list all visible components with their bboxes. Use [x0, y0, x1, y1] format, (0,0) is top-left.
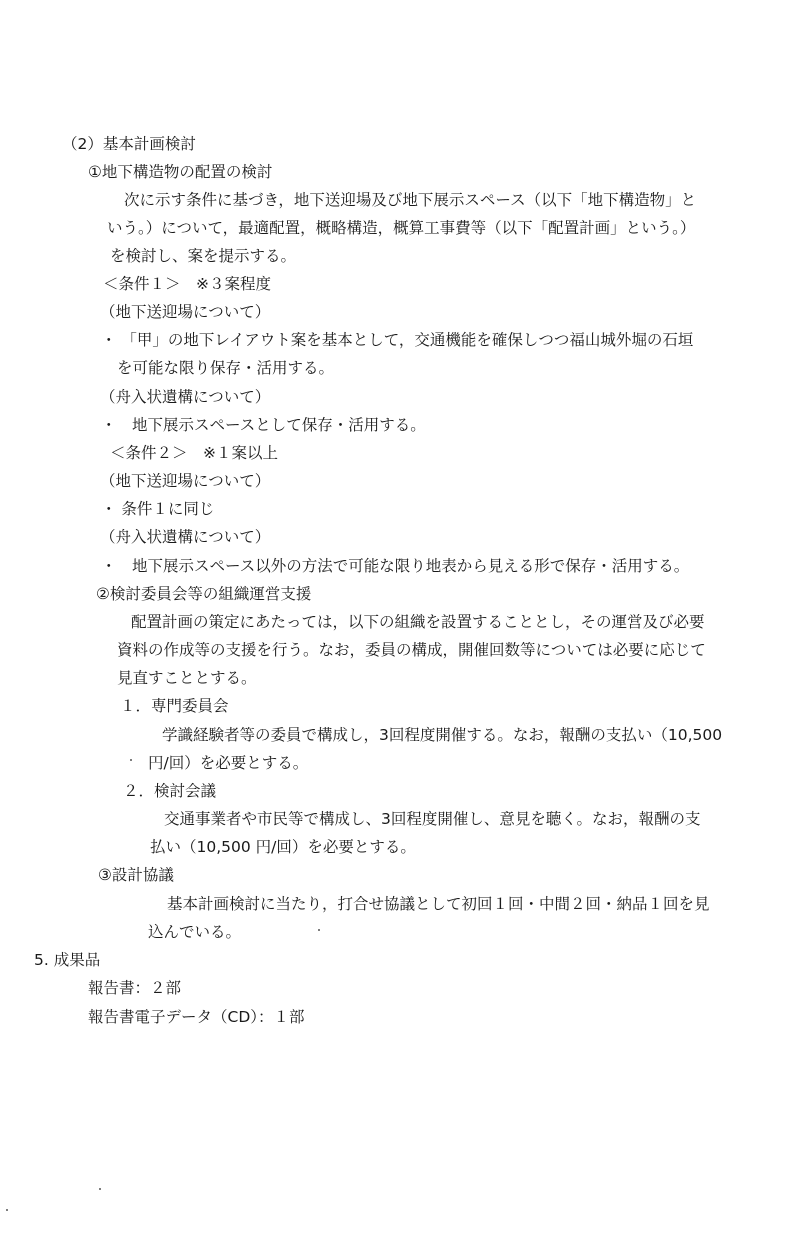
section-heading: （2）基本計画検討 [62, 135, 196, 153]
condition-title: ＜条件１＞ ※３案程度 [103, 275, 271, 293]
bullet-item: ・ 条件１に同じ [101, 500, 215, 518]
scan-speck [6, 1209, 8, 1211]
scan-speck [130, 759, 132, 761]
condition-subheading: （舟入状遺構について） [100, 528, 271, 546]
numbered-item-title: １．専門委員会 [120, 697, 229, 715]
deliverable-item: 報告書電子データ（CD）：１部 [88, 1008, 305, 1026]
section-heading: 5. 成果品 [34, 951, 101, 969]
paragraph-line: 資料の作成等の支援を行う。なお，委員の構成，開催回数等については必要に応じて [117, 641, 706, 659]
subsection-title: ③設計協議 [98, 866, 174, 884]
numbered-item-body: 払い（10,500 円/回）を必要とする。 [150, 838, 416, 856]
numbered-item-title: ２．検討会議 [123, 782, 217, 800]
paragraph-line: を検討し、案を提示する。 [110, 247, 297, 265]
subsection-title: ①地下構造物の配置の検討 [88, 163, 273, 181]
bullet-item: ・ 「甲」の地下レイアウト案を基本として，交通機能を確保しつつ福山城外堀の石垣 [101, 331, 694, 349]
bullet-item-continuation: を可能な限り保存・活用する。 [117, 359, 335, 377]
paragraph-line: 込んでいる。 [148, 923, 242, 941]
paragraph-line: 見直すこととする。 [117, 669, 257, 687]
condition-subheading: （地下送迎場について） [100, 472, 271, 490]
numbered-item-body: 交通事業者や市民等で構成し、3回程度開催し、意見を聴く。なお，報酬の支 [164, 810, 701, 828]
scan-speck [318, 929, 320, 931]
condition-title: ＜条件２＞ ※１案以上 [110, 444, 278, 462]
paragraph-line: 基本計画検討に当たり，打合せ協議として初回１回・中間２回・納品１回を見 [167, 895, 710, 913]
paragraph-line: 配置計画の策定にあたっては，以下の組織を設置することとし，その運営及び必要 [131, 613, 705, 631]
condition-subheading: （舟入状遺構について） [100, 388, 271, 406]
bullet-item: ・ 地下展示スペースとして保存・活用する。 [101, 416, 426, 434]
bullet-item: ・ 地下展示スペース以外の方法で可能な限り地表から見える形で保存・活用する。 [101, 557, 690, 575]
subsection-title: ②検討委員会等の組織運営支援 [96, 585, 312, 603]
numbered-item-body: 学識経験者等の委員で構成し，3回程度開催する。なお，報酬の支払い（10,500 [162, 726, 723, 744]
paragraph-line: 次に示す条件に基づき，地下送迎場及び地下展示スペース（以下「地下構造物」と [124, 191, 697, 209]
scan-speck [99, 1188, 101, 1190]
numbered-item-body: 円/回）を必要とする。 [148, 754, 309, 772]
deliverable-item: 報告書：２部 [88, 979, 182, 997]
condition-subheading: （地下送迎場について） [100, 303, 271, 321]
paragraph-line: いう。）について，最適配置，概略構造，概算工事費等（以下「配置計画」という。） [107, 219, 696, 237]
